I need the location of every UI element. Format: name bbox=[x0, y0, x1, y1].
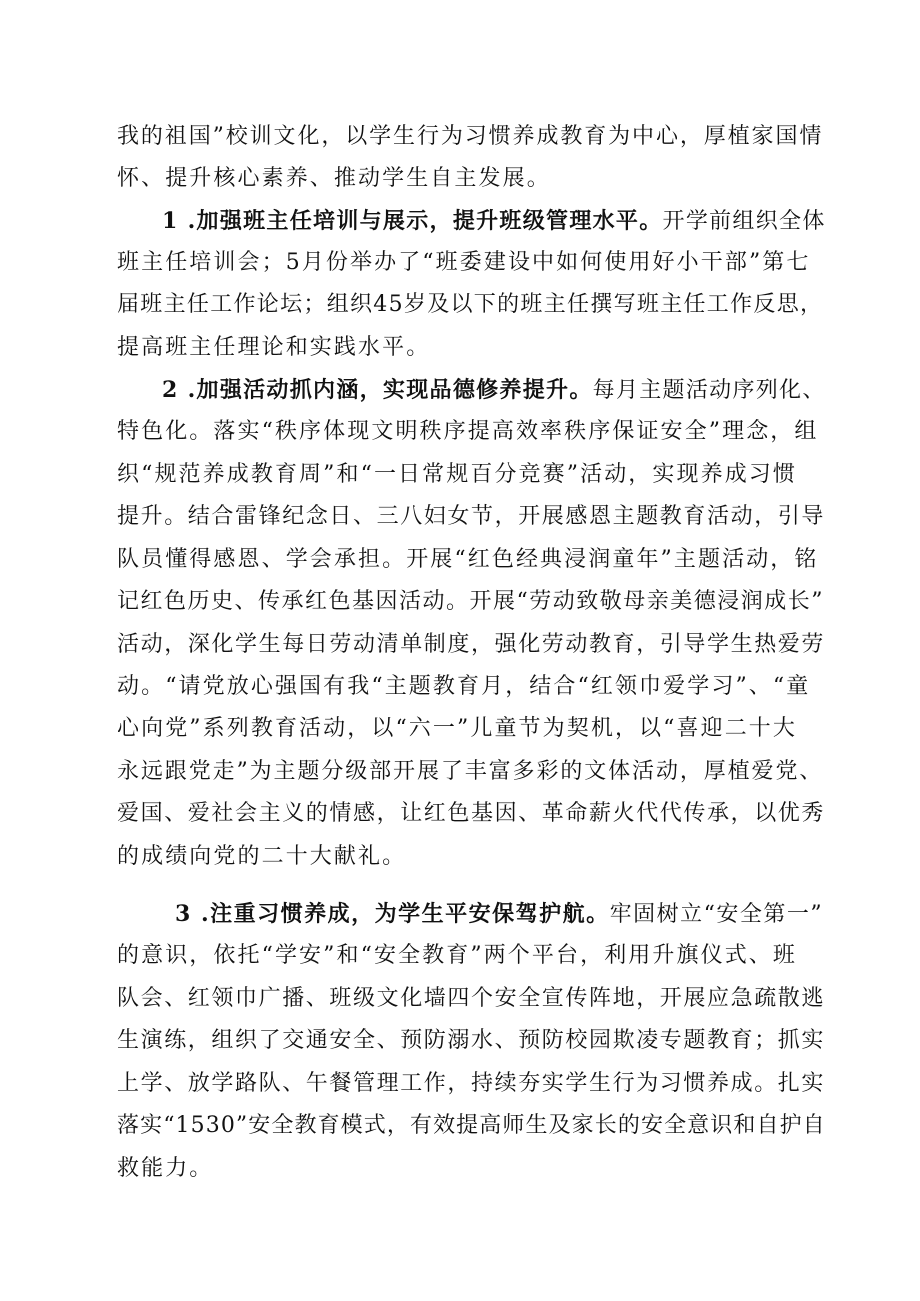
section2-line-5: 队员懂得感恩、学会承担。开展“红色经典浸润童年”主题活动，铭 bbox=[117, 547, 819, 572]
section2-line-10: 永远跟党走”为主题分级部开展了丰富多彩的文体活动，厚植爱党、 bbox=[117, 759, 824, 784]
section2-line-3: 织“规范养成教育周”和“一日常规百分竞赛”活动，实现养成习惯 bbox=[117, 462, 797, 487]
section2-line-12: 的成绩向党的二十大献礼。 bbox=[117, 844, 407, 869]
section3-line-4: 生演练，组织了交通安全、预防溺水、预防校园欺凌专题教育；抓实 bbox=[117, 1028, 826, 1053]
section2-line-7: 活动，深化学生每日劳动清单制度，强化劳动教育，引导学生热爱劳 bbox=[117, 632, 826, 657]
section2-line1-rest: 每月主题活动序列化、 bbox=[592, 378, 826, 403]
section3-heading: 3 .注重习惯养成，为学生平安保驾护航。 bbox=[175, 901, 610, 927]
section3-line-5: 上学、放学路队、午餐管理工作，持续夯实学生行为习惯养成。扎实 bbox=[117, 1071, 826, 1096]
section2-line-9: 心向党”系列教育活动，以“六一”儿童节为契机，以“喜迎二十大 bbox=[117, 716, 797, 741]
section1-line-2: 班主任培训会；5月份举办了“班委建设中如何使用好小干部”第七 bbox=[117, 250, 811, 275]
section2-line-2: 特色化。落实“秩序体现文明秩序提高效率秩序保证安全”理念，组 bbox=[117, 419, 819, 444]
section1-heading: 1 .加强班主任培训与展示，提升班级管理水平。 bbox=[162, 208, 663, 234]
intro-line-2: 怀、提升核心素养、推动学生自主发展。 bbox=[117, 166, 551, 191]
section3-line-7: 救能力。 bbox=[117, 1156, 214, 1181]
section1-line-3: 届班主任工作论坛；组织45岁及以下的班主任撰写班主任工作反思， bbox=[117, 292, 824, 317]
section1-first-line bbox=[162, 206, 826, 236]
section3-first-line bbox=[175, 899, 823, 929]
section3-line-6: 落实“1530”安全教育模式，有效提高师生及家长的安全意识和自护自 bbox=[117, 1113, 826, 1138]
section3-line1-rest: 牢固树立“安全第一” bbox=[609, 902, 824, 927]
section2-line-6: 记红色历史、传承红色基因活动。开展“劳动致敬母亲美德浸润成长” bbox=[117, 589, 824, 614]
section1-line-4: 提高班主任理论和实践水平。 bbox=[117, 335, 431, 360]
section3-line-3: 队会、红领巾广播、班级文化墙四个安全宣传阵地，开展应急疏散逃 bbox=[117, 986, 826, 1011]
section2-heading: 2 .加强活动抓内涵，实现品德修养提升。 bbox=[162, 377, 593, 403]
section2-line-11: 爱国、爱社会主义的情感，让红色基因、革命薪火代代传承，以优秀 bbox=[117, 801, 826, 826]
section2-first-line bbox=[162, 375, 826, 405]
section3-line-2: 的意识，依托“学安”和“安全教育”两个平台，利用升旗仪式、班 bbox=[117, 943, 797, 968]
intro-line-1: 我的祖国”校训文化，以学生行为习惯养成教育为中心，厚植家国情 bbox=[117, 124, 824, 149]
section2-line-8: 动。“请党放心强国有我“主题教育月，结合“红领巾爱学习”、“童 bbox=[117, 674, 811, 699]
section2-line-4: 提升。结合雷锋纪念日、三八妇女节，开展感恩主题教育活动，引导 bbox=[117, 504, 826, 529]
section1-line1-rest: 开学前组织全体 bbox=[662, 209, 826, 234]
